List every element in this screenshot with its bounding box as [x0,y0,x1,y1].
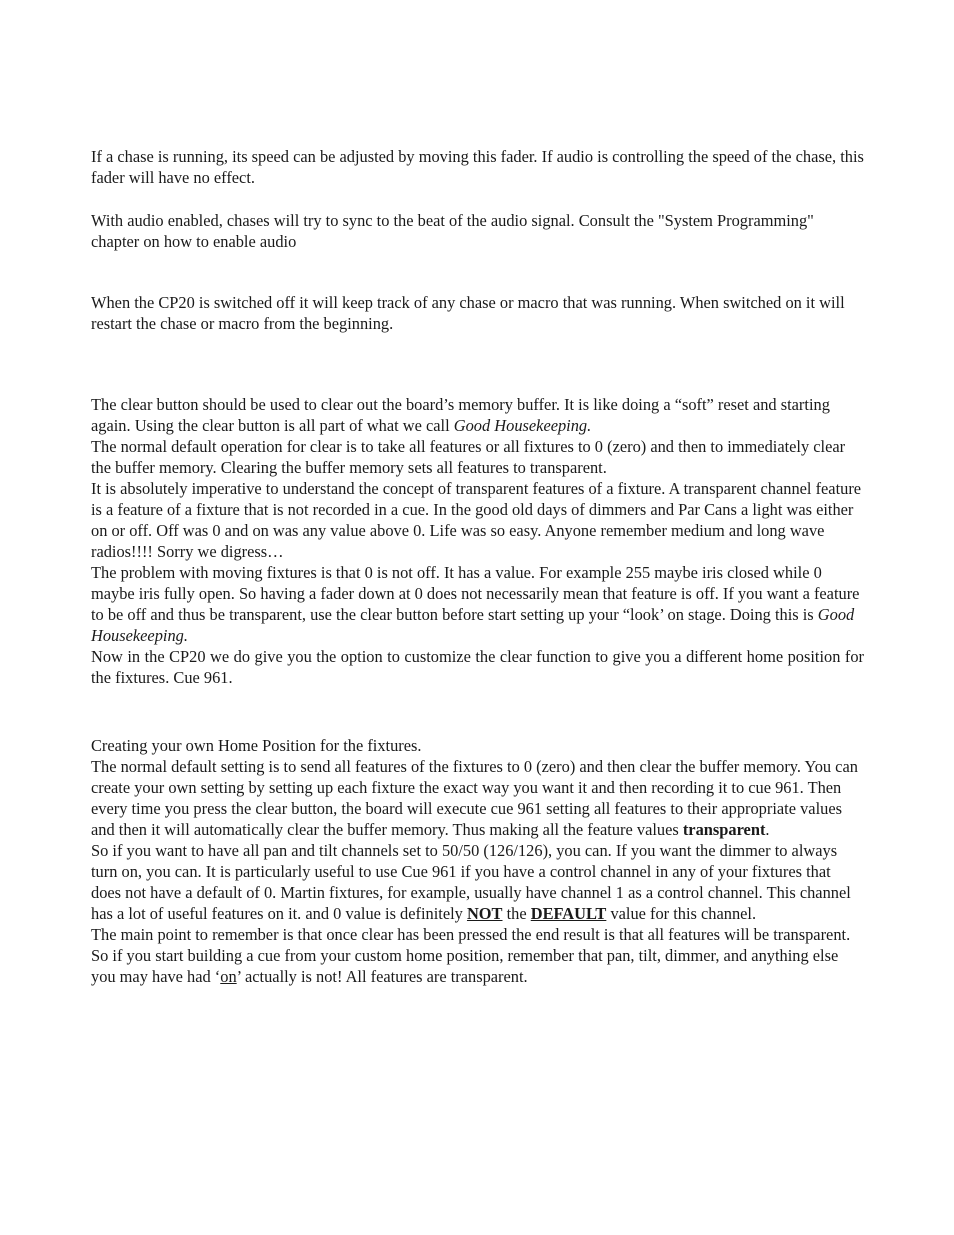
clear-button-paragraph [91,394,864,436]
home-position-heading: Creating your own Home Position for the fixtures. [91,736,422,755]
spacer [91,334,864,394]
main-point-text: The main point to remember is that once clear has been pressed the end result is that all features will be transparent. So if you start building a cue from your custom home position, remember that pan, tilt, dimmer, and anything else you may have had ‘ [91,925,851,986]
pan-tilt-text-b: the [502,904,531,923]
pan-tilt-paragraph [91,840,864,924]
good-housekeeping-emphasis: Good Housekeeping. [453,416,592,435]
not-emphasis: NOT [466,904,503,923]
transparent-bold: transparent [682,820,766,839]
clear-intro-text: The clear button should be used to clear out the board’s memory buffer. It is like doing a “soft” reset and starting again. Using the clear button is all part of what we call [91,395,830,435]
clear-default-paragraph: The normal default operation for clear is to take all features or all fixtures to 0 (zero) and then to immediately clear the buffer memory. Clearing the buffer memory sets all features to transparent. [91,437,846,477]
spacer [91,252,864,292]
home-default-paragraph [91,756,864,840]
audio-sync-paragraph: With audio enabled, chases will try to sync to the beat of the audio signal. Consult the "System Programming" chapter on how to enable audio [91,211,814,251]
on-underlined: on [220,967,237,986]
moving-fixtures-paragraph [91,562,864,646]
document-page [91,146,864,987]
transparent-concept-paragraph: It is absolutely imperative to understand the concept of transparent features of a fixture. A transparent channel feature is a feature of a fixture that is not recorded in a cue. In the good old days of dimmers and Par Cans a light was either on or off. Off was 0 and on was any value above 0. Life was so easy. Anyone remember medium and long wave radios!!!! Sorry we digress… [91,479,862,561]
home-default-text: The normal default setting is to send all features of the fixtures to 0 (zero) and then clear the buffer memory. You can create your own setting by setting up each fixture the exact way you want it and then recording it to cue 961. Then every time you press the clear button, the board will execute cue 961 setting all features to their appropriate values and then it will automatically clear the buffer memory. Thus making all the feature values [91,757,858,839]
pan-tilt-text: So if you want to have all pan and tilt channels set to 50/50 (126/126), you can. If you want the dimmer to always turn on, you can. It is particularly useful to use Cue 961 if you have a control channel in any of your fixtures that does not have a default of 0. Martin fixtures, for example, usually have channel 1 as a control channel. This channel has a lot of useful features on it. and 0 value is definitely [91,841,851,923]
pan-tilt-text-c: value for this channel. [606,904,757,923]
spacer [91,188,864,210]
spacer [91,688,864,735]
moving-fixtures-text: The problem with moving fixtures is that 0 is not off. It has a value. For example 255 maybe iris closed while 0 maybe iris fully open. So having a fader down at 0 does not necessarily mean that feature is off. If you want a feature to be off and thus be transparent, use the clear button before start setting up your “look’ on stage. Doing this is [91,563,860,624]
customize-clear-paragraph: Now in the CP20 we do give you the option to customize the clear function to give you a different home position for the fixtures. Cue 961. [91,647,864,687]
main-point-paragraph [91,924,864,987]
default-emphasis: DEFAULT [530,904,607,923]
power-off-paragraph: When the CP20 is switched off it will keep track of any chase or macro that was running. When switched on it will restart the chase or macro from the beginning. [91,293,845,333]
good-housekeeping-emphasis: Good Housekeeping. [91,605,855,645]
chase-speed-paragraph: If a chase is running, its speed can be adjusted by moving this fader. If audio is controlling the speed of the chase, this fader will have no effect. [91,147,864,187]
period: . [765,820,770,839]
main-point-text-b: ’ actually is not! All features are transparent. [236,967,528,986]
